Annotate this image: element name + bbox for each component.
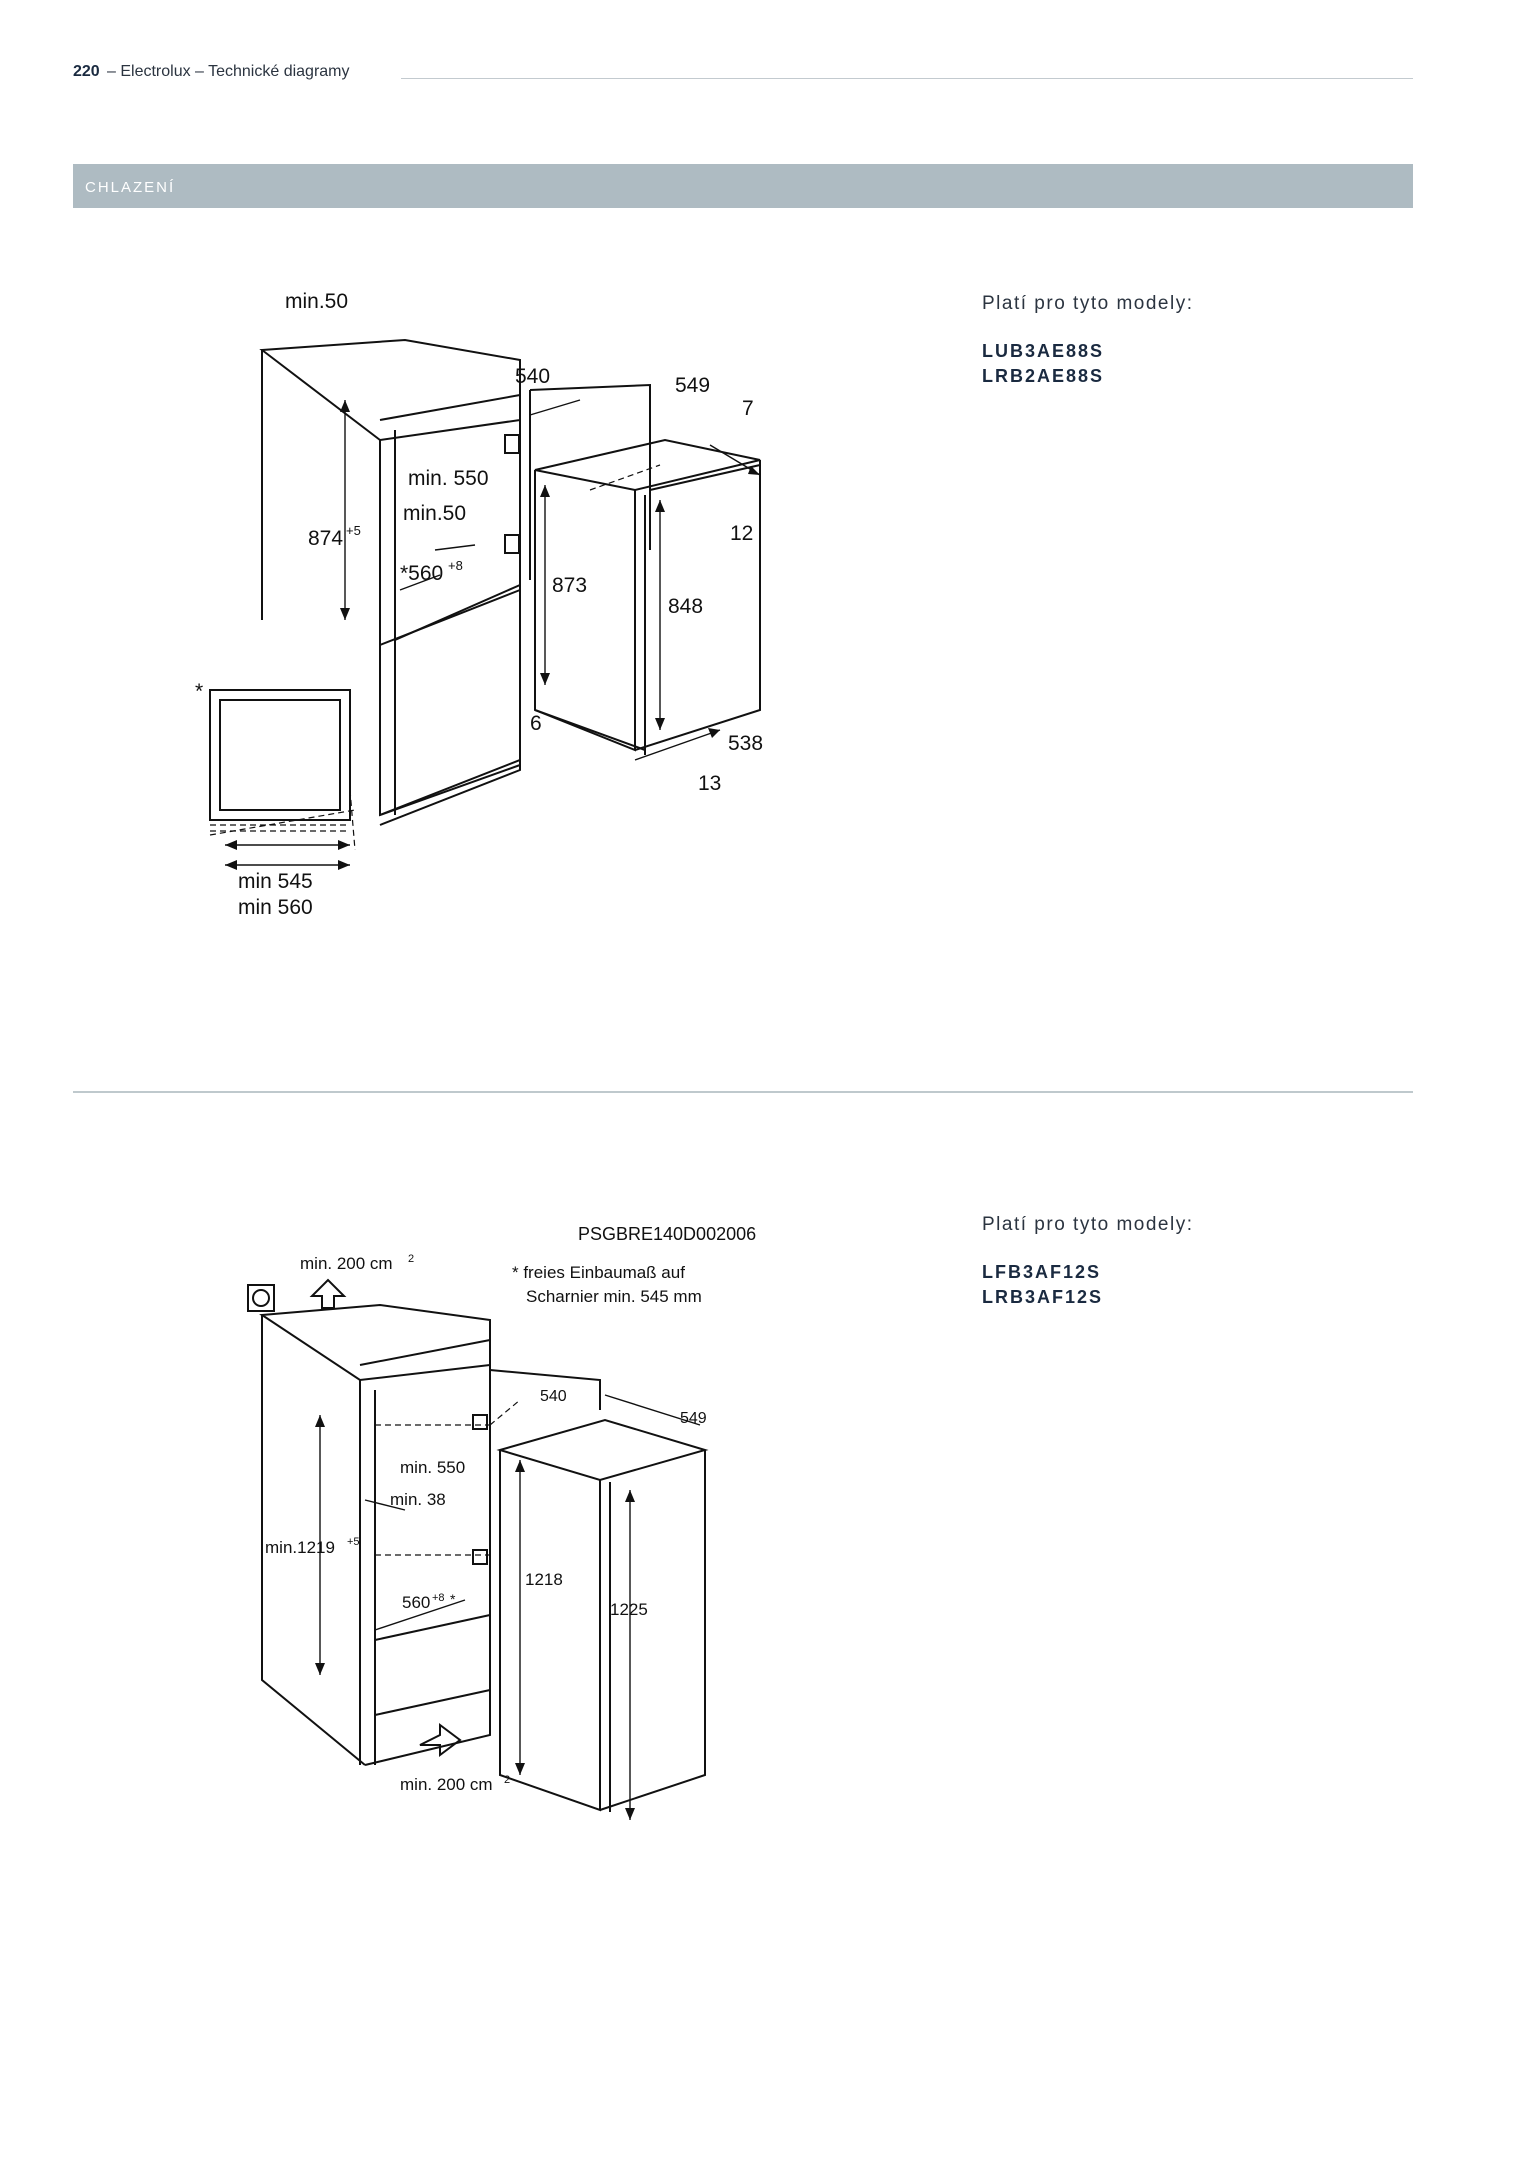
dim-560: 560 <box>402 1593 431 1612</box>
dim-560-tolerance: +8 <box>432 1592 445 1604</box>
dim-1219-tolerance: +5 <box>347 1536 360 1548</box>
dim-874-tolerance: +5 <box>346 523 361 538</box>
dim-873: 873 <box>552 574 588 597</box>
dim-874: 874 <box>308 527 344 550</box>
vent-bottom-label: min. 200 cm <box>400 1775 493 1794</box>
asterisk-mark: * <box>195 680 204 703</box>
dim-min-1219: min.1219 <box>265 1538 335 1557</box>
vent-bottom-sup: 2 <box>504 1774 511 1786</box>
diagram-2-drawing <box>190 1220 810 1830</box>
vent-top-label: min. 200 cm <box>300 1254 393 1273</box>
dim-560-tolerance: +8 <box>448 558 463 573</box>
dim-1218: 1218 <box>525 1570 563 1589</box>
dim-560-asterisk: * <box>450 1591 456 1607</box>
section-band <box>73 164 1413 208</box>
dim-min-50-top: min.50 <box>285 290 349 313</box>
installation-diagram-2 <box>190 1220 810 1830</box>
installation-diagram-1 <box>190 290 830 940</box>
dim-549: 549 <box>675 374 711 397</box>
dim-538: 538 <box>728 732 764 755</box>
dim-1225: 1225 <box>610 1600 648 1619</box>
models-block-1 <box>982 293 1402 389</box>
model-lrb3af12s: LRB3AF12S <box>982 1287 1104 1307</box>
page-number: 220 <box>73 63 100 80</box>
note-line-2: Scharnier min. 545 mm <box>526 1287 702 1306</box>
model-lub3ae88s: LUB3AE88S <box>982 341 1105 361</box>
dim-848: 848 <box>668 595 704 618</box>
model-lrb2ae88s: LRB2AE88S <box>982 366 1105 386</box>
dim-min-50: min.50 <box>403 502 467 525</box>
dim-6: 6 <box>530 712 542 735</box>
dim-560: *560 <box>400 562 444 585</box>
section-divider <box>73 1091 1413 1093</box>
header-rule <box>401 78 1413 79</box>
dim-13: 13 <box>698 772 722 795</box>
running-head <box>73 63 1413 87</box>
diagram-1-drawing <box>190 290 830 940</box>
dim-min-545: min 545 <box>238 870 313 893</box>
section-title: CHLAZENÍ <box>85 179 176 196</box>
dim-549: 549 <box>680 1410 707 1427</box>
dim-12: 12 <box>730 522 754 545</box>
dim-540: 540 <box>540 1388 567 1405</box>
models-label-1: Platí pro tyto modely: <box>982 293 1194 314</box>
vent-top-sup: 2 <box>408 1253 415 1265</box>
drawing-code: PSGBRE140D002006 <box>578 1224 757 1244</box>
dim-min-550: min. 550 <box>400 1458 466 1477</box>
dim-min-38: min. 38 <box>390 1490 446 1509</box>
dim-540: 540 <box>515 365 551 388</box>
model-lfb3af12s: LFB3AF12S <box>982 1262 1102 1282</box>
dim-7: 7 <box>742 397 754 420</box>
dim-min-560: min 560 <box>238 896 313 919</box>
note-line-1: * freies Einbaumaß auf <box>512 1263 685 1282</box>
models-label-2: Platí pro tyto modely: <box>982 1214 1194 1235</box>
dim-min-550: min. 550 <box>408 467 489 490</box>
running-title: – Electrolux – Technické diagramy <box>107 63 350 80</box>
models-block-2 <box>982 1214 1402 1310</box>
